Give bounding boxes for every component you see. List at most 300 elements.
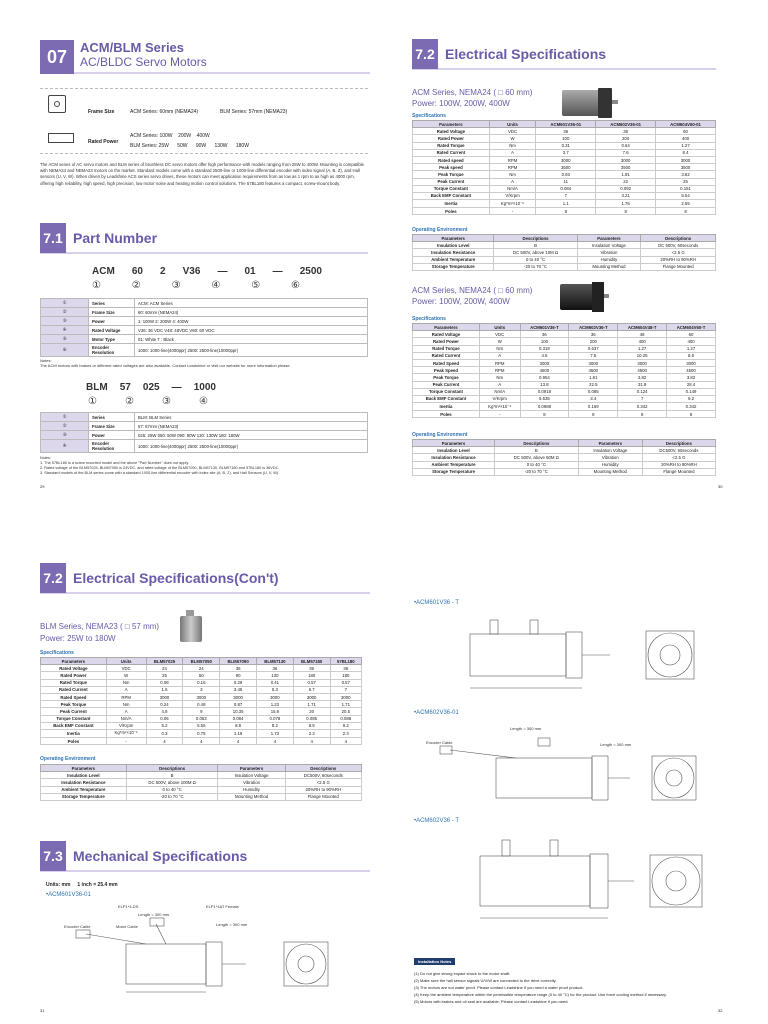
- table-row: [413, 468, 716, 475]
- table-cell: <2.5 G: [641, 249, 716, 256]
- table-cell: Insulation Voltage: [578, 447, 642, 454]
- motor-side-icon: [48, 133, 74, 143]
- table-row: [413, 454, 716, 461]
- part-cell: Frame Size: [89, 308, 135, 317]
- table-cell: 1.19: [220, 729, 257, 737]
- table-cell: 8: [536, 208, 596, 215]
- table-row: [413, 461, 716, 468]
- part-cell: 025: 25W 050: 50W 090: 90W 130: 130W 180: 180W: [135, 431, 368, 440]
- electrical-spec-cont-header: [40, 564, 370, 594]
- column-header: ACM601V36-T: [520, 324, 569, 331]
- column-header: 57BL180: [330, 658, 361, 665]
- table-row: [413, 411, 716, 418]
- table-cell: V/Krpm: [479, 395, 520, 402]
- table-cell: Vibration: [578, 454, 642, 461]
- table-cell: A: [489, 178, 536, 185]
- electrical-spec-header: [412, 40, 716, 70]
- table-cell: A: [479, 381, 520, 388]
- code-index: ①: [92, 280, 101, 291]
- page-number: 31: [40, 1008, 45, 1013]
- table-cell: 3.7: [536, 149, 596, 156]
- length-label: Length = 300 mm: [510, 726, 542, 731]
- installation-note: (3) The motors are not water proof. Please contact Leadshine if you need a water proof product.: [414, 985, 584, 990]
- section-title: Part Number: [73, 230, 158, 246]
- table-cell: 200: [569, 338, 618, 345]
- part-row: [41, 440, 368, 453]
- table-cell: 2.55: [656, 200, 716, 208]
- table-cell: Nm: [489, 171, 536, 178]
- table-cell: 0.64: [596, 142, 656, 149]
- table-cell: 0.75: [183, 729, 220, 737]
- table-cell: Peak Current: [41, 708, 107, 715]
- table-cell: 0.08: [146, 679, 183, 686]
- table-row: [413, 164, 716, 171]
- table-cell: 31.8: [618, 381, 667, 388]
- series-power-1: Power: 100W, 200W, 400W: [412, 99, 510, 108]
- table-cell: 7.6: [596, 149, 656, 156]
- table-row: [413, 242, 716, 249]
- table-cell: 0.084: [220, 715, 257, 722]
- table-cell: 22: [596, 178, 656, 185]
- table-cell: 1.27: [667, 345, 716, 352]
- table-cell: 0.93: [536, 171, 596, 178]
- env-table-1: [412, 234, 716, 271]
- chapter-header: [40, 40, 370, 74]
- table-cell: 36: [536, 128, 596, 135]
- table-cell: DC500V, 60seconds: [285, 772, 361, 779]
- table-cell: VDC: [479, 331, 520, 338]
- table-cell: Insulation Level: [413, 447, 495, 454]
- section-title: Electrical Specifications(Con't): [73, 570, 279, 586]
- table-cell: Kg*m²×10⁻⁵: [489, 200, 536, 208]
- table-cell: 0.092: [596, 185, 656, 192]
- table-row: [41, 672, 362, 679]
- table-row: [413, 338, 716, 345]
- table-cell: 7: [330, 686, 361, 693]
- part-row: [41, 413, 368, 422]
- table-cell: 3500: [536, 164, 596, 171]
- table-cell: 20%RH to 90%RH: [285, 786, 361, 793]
- part-cell: Power: [89, 317, 135, 326]
- part-cell: Encoder Resolution: [89, 440, 135, 453]
- table-cell: 3000: [536, 156, 596, 163]
- part-cell: ⑥: [41, 344, 89, 357]
- table-cell: B: [494, 242, 577, 249]
- table-cell: 4500: [569, 367, 618, 374]
- table-cell: 22.5: [569, 381, 618, 388]
- table-cell: 5.54: [656, 192, 716, 199]
- blm-notes: Notes: 1. The 57BL180 is a screw mounted model and the above "Part Number" does not apply. 2. Rated voltage of the BLM57025, BLM57050 is 24VDC, and rated voltage of the BLM57090, BLM57130, BLM57180 and 57BL180 is 36VDC. 3. Standard models of the BLM series come with a standard 1000-line differential encoder with index site (A, B, Z), and Hall Sensors (U, V, W).: [40, 456, 280, 475]
- table-cell: 4500: [667, 367, 716, 374]
- code-index: ③: [162, 396, 171, 407]
- power-acm: ACM Series: 100W 200W 400W: [130, 133, 210, 139]
- table-cell: Peak Torque: [41, 701, 107, 708]
- part-cell: ②: [41, 422, 89, 431]
- table-row: [41, 729, 362, 737]
- table-row: [41, 665, 362, 672]
- connector-label-1: ELP1*4-DS: [118, 904, 139, 909]
- drawing-acm601v36-t: [420, 608, 720, 704]
- table-cell: Mounting Method: [578, 468, 642, 475]
- drawing-acm602v36-01: [420, 718, 720, 814]
- table-cell: 20%RH to 90%RH: [642, 461, 715, 468]
- table-cell: 8: [596, 208, 656, 215]
- table-cell: Vibration: [218, 779, 285, 786]
- blm-series-title: BLM Series, NEMA23 ( □ 57 mm): [40, 622, 160, 631]
- table-cell: 9: [183, 708, 220, 715]
- connector-label-2: ELP1*4AT Female: [206, 904, 239, 909]
- table-row: [41, 708, 362, 715]
- part-row: [41, 344, 368, 357]
- table-cell: 4: [220, 738, 257, 745]
- part-cell: Motor Type: [89, 335, 135, 344]
- blm-spec-table: [40, 657, 362, 745]
- part-cell: ①: [41, 299, 89, 308]
- table-cell: 2.3: [293, 729, 330, 737]
- table-cell: A: [106, 686, 146, 693]
- table-cell: 180: [330, 672, 361, 679]
- table-cell: -: [479, 411, 520, 418]
- installation-note: (5) Motors with brakes and oil seal are available. Please contact Leadshine if you need.: [414, 999, 569, 1004]
- table-cell: 36: [220, 665, 257, 672]
- table-cell: Rated Voltage: [413, 331, 480, 338]
- table-row: [413, 192, 716, 199]
- table-cell: 0.0918: [520, 388, 569, 395]
- table-cell: 3000: [656, 156, 716, 163]
- table-cell: Inertia: [413, 403, 480, 411]
- motor-cable-label: Motor Cable: [116, 924, 138, 929]
- table-cell: Insulation Resistance: [413, 454, 495, 461]
- column-header: Parameters: [413, 440, 495, 447]
- table-cell: 1.76: [596, 200, 656, 208]
- encoder-cable-label: Encoder Cable: [64, 924, 91, 929]
- table-cell: Humidity: [218, 786, 285, 793]
- table-row: [413, 381, 716, 388]
- table-cell: 0.637: [569, 345, 618, 352]
- section-number: 7.1: [40, 223, 66, 253]
- table-cell: 0.124: [618, 388, 667, 395]
- table-cell: Peak Torque: [413, 374, 480, 381]
- code-part: V36: [182, 266, 201, 277]
- column-header: Parameters: [413, 235, 494, 242]
- code-part: 60: [131, 266, 143, 277]
- code-part: 025: [142, 382, 160, 393]
- table-cell: W: [106, 672, 146, 679]
- installation-notes-label: Installation Notes: [414, 958, 455, 965]
- part-cell: ④: [41, 440, 89, 453]
- table-cell: 130: [256, 672, 293, 679]
- part-cell: 1: 100W 2: 200W 4: 400W: [135, 317, 368, 326]
- table-cell: A: [479, 352, 520, 359]
- table-row: [41, 793, 362, 800]
- table-cell: 0.085: [293, 715, 330, 722]
- drawing-acm601v36-01: [56, 904, 356, 1000]
- table-cell: 0.31: [536, 142, 596, 149]
- drawing-label-4: •ACM602V36 - T: [414, 818, 460, 824]
- drawing-label-3: •ACM602V36-01: [414, 710, 459, 716]
- table-cell: 1.91: [569, 374, 618, 381]
- spec-label-2: Specifications: [412, 316, 446, 322]
- part-cell: ⑤: [41, 335, 89, 344]
- table-cell: DC500V, 60seconds: [642, 447, 715, 454]
- table-cell: 0.954: [520, 374, 569, 381]
- table-cell: 1.27: [618, 345, 667, 352]
- table-cell: Rated Torque: [413, 142, 490, 149]
- part-cell: 01: White T : Black: [135, 335, 368, 344]
- table-cell: 4.6: [520, 352, 569, 359]
- table-cell: 1.23: [256, 701, 293, 708]
- part-cell: 57: 57mm (NEMA23): [135, 422, 368, 431]
- code-index: ④: [199, 396, 208, 407]
- table-cell: 1.73: [256, 729, 293, 737]
- table-cell: 90: [220, 672, 257, 679]
- drawing-label-2: •ACM601V36 - T: [414, 600, 460, 606]
- table-cell: 8.5: [667, 352, 716, 359]
- part-cell: V36: 36 VDC V48: 48VDC V60: 60 VDC: [135, 326, 368, 335]
- frame-overview: [40, 88, 368, 154]
- column-header: BLM57090: [220, 658, 257, 665]
- table-cell: 28.4: [667, 381, 716, 388]
- table-cell: 8: [667, 411, 716, 418]
- table-row: [413, 249, 716, 256]
- part-number-header: [40, 224, 368, 254]
- table-cell: Humidity: [577, 256, 641, 263]
- table-cell: 3.45: [220, 686, 257, 693]
- acm-part-table: [40, 298, 368, 357]
- table-cell: Nm/A: [489, 185, 536, 192]
- table-cell: DC 500V, above 10M Ω: [494, 249, 577, 256]
- table-cell: VDC: [106, 665, 146, 672]
- env-label-1: Operating Environment: [412, 227, 468, 233]
- table-cell: Storage Temperature: [413, 468, 495, 475]
- rated-power-label: Rated Power: [88, 139, 119, 145]
- table-cell: 8.9: [293, 722, 330, 729]
- column-header: Parameters: [218, 765, 285, 772]
- table-cell: 36: [596, 128, 656, 135]
- table-cell: VDC: [489, 128, 536, 135]
- part-cell: Series: [89, 299, 135, 308]
- table-cell: 8: [569, 411, 618, 418]
- code-part: —: [272, 266, 283, 277]
- table-cell: 180: [293, 672, 330, 679]
- table-cell: Rated Current: [413, 149, 490, 156]
- table-cell: Nm: [489, 142, 536, 149]
- spec-label-1: Specifications: [412, 113, 446, 119]
- table-row: [413, 135, 716, 142]
- motor-front-icon: [48, 95, 66, 113]
- table-cell: Poles: [41, 738, 107, 745]
- table-cell: Flange Mounted: [641, 263, 716, 270]
- table-row: [41, 686, 362, 693]
- table-cell: 0.149: [667, 388, 716, 395]
- part-cell: ③: [41, 317, 89, 326]
- table-cell: 36: [293, 665, 330, 672]
- table-row: [413, 149, 716, 156]
- code-part: BLM: [86, 382, 108, 393]
- column-header: Units: [489, 121, 536, 128]
- column-header: Descriptions: [642, 440, 715, 447]
- table-cell: Insulation Voltage: [218, 772, 285, 779]
- table-cell: 3000: [667, 359, 716, 366]
- table-cell: Back EMF Constant: [41, 722, 107, 729]
- table-cell: 3500: [656, 164, 716, 171]
- table-cell: 0.169: [569, 403, 618, 411]
- table-cell: Inertia: [41, 729, 107, 737]
- column-header: Parameters: [413, 324, 480, 331]
- table-cell: 3000: [256, 693, 293, 700]
- mechanical-spec-header: [40, 842, 370, 872]
- table-cell: 4.8: [146, 708, 183, 715]
- table-cell: Nm: [479, 345, 520, 352]
- section-title: Electrical Specifications: [445, 46, 607, 62]
- table-row: [413, 374, 716, 381]
- column-header: ACM602V36-01: [596, 121, 656, 128]
- table-cell: 8: [618, 411, 667, 418]
- column-header: Parameters: [413, 121, 490, 128]
- table-cell: -20 to 70 °C: [126, 793, 218, 800]
- table-cell: 3000: [618, 359, 667, 366]
- table-cell: 100: [536, 135, 596, 142]
- table-cell: Insulation Resistance: [413, 249, 494, 256]
- table-cell: Peak Current: [413, 381, 480, 388]
- table-row: [41, 779, 362, 786]
- table-cell: 3000: [293, 693, 330, 700]
- table-cell: 3500: [596, 164, 656, 171]
- table-cell: Flange Mounted: [642, 468, 715, 475]
- table-cell: Rated Power: [413, 135, 490, 142]
- table-row: [413, 388, 716, 395]
- code-index: ②: [131, 280, 141, 291]
- table-cell: 0.48: [183, 701, 220, 708]
- table-cell: RPM: [479, 359, 520, 366]
- table-cell: 3000: [146, 693, 183, 700]
- table-cell: RPM: [489, 164, 536, 171]
- table-cell: 3.21: [596, 192, 656, 199]
- table-cell: 8.4: [656, 149, 716, 156]
- table-cell: 0.342: [667, 403, 716, 411]
- drawing-acm602v36-t: [420, 826, 720, 930]
- table-cell: 36: [569, 331, 618, 338]
- table-cell: 25: [146, 672, 183, 679]
- table-cell: Torque Constant: [41, 715, 107, 722]
- table-cell: 1.71: [293, 701, 330, 708]
- table-cell: Rated Torque: [413, 345, 480, 352]
- blm-motor-photo: [176, 610, 206, 648]
- table-row: [413, 359, 716, 366]
- part-row: [41, 422, 368, 431]
- column-header: Descriptions: [494, 235, 577, 242]
- part-cell: BLM: BLM Series: [135, 413, 368, 422]
- column-header: Descriptions: [285, 765, 361, 772]
- table-cell: 36: [330, 665, 361, 672]
- column-header: ACM604V60-T: [667, 324, 716, 331]
- table-row: [413, 331, 716, 338]
- table-cell: Poles: [413, 208, 490, 215]
- table-cell: 0.57: [330, 679, 361, 686]
- blm-code: [86, 382, 216, 393]
- table-row: [41, 786, 362, 793]
- units-note: Units: mm 1 inch = 25.4 mm: [46, 882, 118, 888]
- table-cell: 0.87: [220, 701, 257, 708]
- table-cell: 3.82: [618, 374, 667, 381]
- spec-table-1: [412, 120, 716, 215]
- part-cell: ①: [41, 413, 89, 422]
- code-index: ①: [88, 396, 97, 407]
- installation-note: (2) Make sure the hall sensor signals U/V/W are connected to the drive correctly.: [414, 978, 557, 983]
- series-title-2: ACM Series, NEMA24 ( □ 60 mm): [412, 286, 533, 295]
- part-row: [41, 326, 368, 335]
- table-cell: Peak speed: [413, 164, 490, 171]
- table-cell: 0.41: [256, 679, 293, 686]
- table-cell: 3000: [183, 693, 220, 700]
- column-header: BLM57025: [146, 658, 183, 665]
- table-row: [41, 679, 362, 686]
- table-row: [413, 352, 716, 359]
- column-header: Parameters: [577, 235, 641, 242]
- table-cell: 0.318: [520, 345, 569, 352]
- table-cell: 5.55: [183, 722, 220, 729]
- section-number: 7.2: [40, 563, 66, 593]
- table-cell: 9.2: [667, 395, 716, 402]
- table-cell: Poles: [413, 411, 480, 418]
- table-row: [413, 208, 716, 215]
- section-title: Mechanical Specifications: [73, 848, 248, 864]
- table-cell: Torque Constant: [413, 388, 480, 395]
- column-header: ACM602V36-T: [569, 324, 618, 331]
- table-cell: 7: [536, 192, 596, 199]
- column-header: Parameters: [41, 658, 107, 665]
- table-cell: W: [489, 135, 536, 142]
- table-cell: 0.24: [146, 701, 183, 708]
- code-index: ⑥: [290, 280, 300, 291]
- table-cell: Humidity: [578, 461, 642, 468]
- part-cell: 1000: 1000-line(4000ppr) 2500: 2500-line(10000ppr): [135, 344, 368, 357]
- column-header: ACM604V60-01: [656, 121, 716, 128]
- table-cell: 9.2: [330, 722, 361, 729]
- blm-series-power: Power: 25W to 180W: [40, 634, 116, 643]
- table-cell: 0.3: [146, 729, 183, 737]
- power-blm: BLM Series: 25W 50W 90W 130W 180W: [130, 143, 249, 149]
- table-cell: 20.5: [330, 708, 361, 715]
- table-cell: 0 to 40 °C: [495, 461, 579, 468]
- table-cell: 3.82: [656, 171, 716, 178]
- part-cell: Encoder Resolution: [89, 344, 135, 357]
- part-row: [41, 317, 368, 326]
- chapter-number: 07: [40, 40, 74, 74]
- table-cell: Peak Current: [413, 178, 490, 185]
- table-cell: 0.085: [569, 388, 618, 395]
- blm-env-table: [40, 764, 362, 801]
- table-row: [41, 693, 362, 700]
- spec-label: Specifications: [40, 650, 74, 656]
- table-cell: 13.8: [520, 381, 569, 388]
- table-cell: 4500: [618, 367, 667, 374]
- chapter-subtitle: AC/BLDC Servo Motors: [80, 55, 207, 69]
- table-cell: 400: [618, 338, 667, 345]
- table-cell: V/Krpm: [106, 722, 146, 729]
- table-cell: 200: [596, 135, 656, 142]
- frame-blm: BLM Series: 57mm (NEMA23): [220, 109, 288, 115]
- table-cell: 8: [656, 208, 716, 215]
- column-header: Descriptions: [641, 235, 716, 242]
- column-header: ACM604V48-T: [618, 324, 667, 331]
- table-cell: W: [479, 338, 520, 345]
- table-cell: 0.078: [256, 715, 293, 722]
- column-header: Units: [479, 324, 520, 331]
- motor-photo-2: [558, 276, 608, 316]
- table-cell: 36: [520, 331, 569, 338]
- installation-note: (1) Do not give strong impact shock to the motor shaft.: [414, 971, 511, 976]
